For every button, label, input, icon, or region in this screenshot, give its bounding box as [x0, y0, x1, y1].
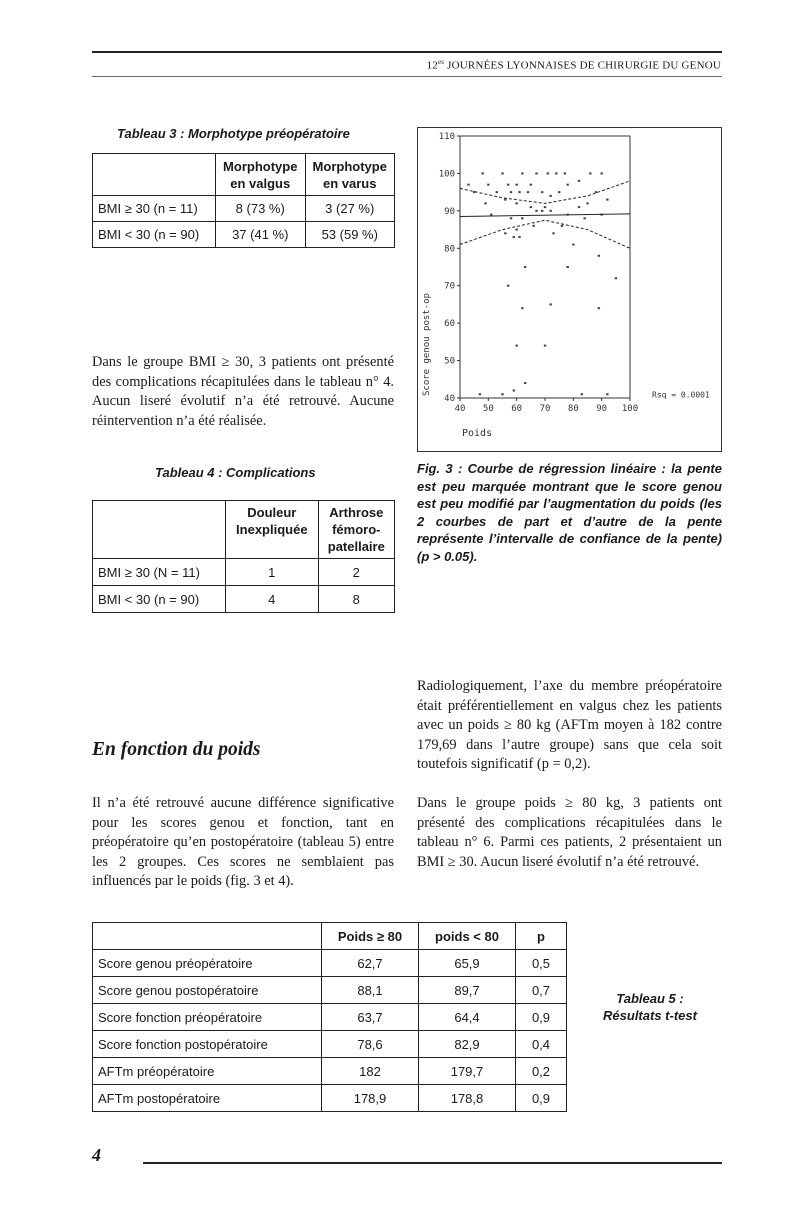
y-tick-label: 60 [444, 319, 455, 330]
data-point [507, 184, 509, 186]
table3-header-valgus: Morphotype en valgus [216, 154, 306, 196]
data-point [547, 172, 549, 174]
data-point [606, 393, 608, 395]
ci-upper-curve [460, 181, 630, 204]
y-tick-label: 70 [444, 281, 455, 292]
cell-value: 178,8 [419, 1085, 516, 1112]
table-row [93, 1058, 567, 1085]
data-point [484, 202, 486, 204]
y-tick-label: 100 [438, 169, 455, 180]
cell-value: 0,9 [516, 1085, 567, 1112]
data-point [583, 217, 585, 219]
paragraph-bmi-complications: Dans le groupe BMI ≥ 30, 3 patients ont présenté des complications récapitulées dans le tableau n° 4. Aucun liseré évolutif n’a été retrouvé. Aucune réintervention n’a été réalisée. [92, 354, 394, 429]
data-point [524, 382, 526, 384]
row-label: Score genou préopératoire [93, 950, 322, 977]
table-row [93, 1031, 567, 1058]
top-rule [92, 51, 722, 53]
row-label: Score genou postopératoire [93, 977, 322, 1004]
x-tick-label: 90 [596, 404, 608, 414]
table3-caption: Tableau 3 : Morphotype préopératoire [117, 126, 350, 141]
data-point [479, 393, 481, 395]
table5-caption: Tableau 5 : Résultats t-test [603, 991, 697, 1023]
data-point [521, 307, 523, 309]
x-tick-label: 60 [511, 404, 523, 414]
table5-corner [93, 923, 322, 950]
table4-header-douleur: Douleur Inexpliquée [226, 501, 319, 559]
cell-value: 182 [322, 1058, 419, 1085]
y-tick-label: 110 [438, 132, 455, 142]
data-point [561, 225, 563, 227]
data-point [515, 345, 517, 347]
y-tick-label: 50 [444, 356, 455, 367]
bottom-rule [143, 1162, 722, 1164]
section-heading: En fonction du poids [92, 739, 261, 760]
table-row [93, 977, 567, 1004]
cell-value: 179,7 [419, 1058, 516, 1085]
data-point [566, 184, 568, 186]
data-point [544, 206, 546, 208]
row-label: Score fonction postopératoire [93, 1031, 322, 1058]
table3-header-varus: Morphotype en varus [305, 154, 395, 196]
paragraph-poids-complications: Dans le groupe poids ≥ 80 kg, 3 patients ont présenté des complications récapitulées dans le tableau n° 6. Parmi ces patients, 2 présentaient un BMI ≥ 30. Aucun liseré évolutif n’a été retrouvé. [417, 795, 722, 870]
data-point [487, 184, 489, 186]
data-point [515, 202, 517, 204]
cell-value: 65,9 [419, 950, 516, 977]
data-point [598, 307, 600, 309]
running-header: $12^{es}$ JOURNÉES LYONNAISES DE CHIRURGIE DU GENOU [426, 58, 721, 72]
table4-header-arthrose: Arthrose fémoro- patellaire [318, 501, 394, 559]
data-point [515, 184, 517, 186]
table-row: BMI ≥ 30 (N = 11) 1 2 [93, 559, 395, 586]
row-label: Score fonction préopératoire [93, 1004, 322, 1031]
data-point [532, 225, 534, 227]
data-point [530, 206, 532, 208]
data-point [518, 236, 520, 238]
x-tick-label: 70 [539, 404, 551, 414]
data-point [544, 345, 546, 347]
data-point [589, 172, 591, 174]
y-axis-label: Score genou post-op [422, 293, 432, 396]
y-tick-label: 40 [444, 394, 455, 404]
data-point [581, 393, 583, 395]
data-point [524, 266, 526, 268]
data-point [507, 285, 509, 287]
table4-corner [93, 501, 226, 559]
scatter-chart [418, 128, 721, 451]
cell-value: 63,7 [322, 1004, 419, 1031]
table-row: BMI ≥ 30 (n = 11) 8 (73 %) 3 (27 %) [93, 196, 395, 222]
cell-value: 62,7 [322, 950, 419, 977]
table-row [93, 950, 567, 977]
cell-value: 78,6 [322, 1031, 419, 1058]
data-point [541, 210, 543, 212]
cell-value: 0,2 [516, 1058, 567, 1085]
data-point [515, 229, 517, 231]
cell-value: 0,4 [516, 1031, 567, 1058]
x-axis-label: Poids [462, 428, 493, 439]
cell-value: 178,9 [322, 1085, 419, 1112]
rsq-annotation: Rsq = 0.0001 [652, 390, 710, 400]
y-tick-label: 90 [444, 206, 455, 217]
data-point [535, 172, 537, 174]
x-tick-label: 100 [621, 404, 639, 414]
data-point [501, 172, 503, 174]
data-point [496, 191, 498, 193]
data-point [598, 255, 600, 257]
data-point [535, 210, 537, 212]
table3 [92, 153, 395, 248]
data-point [521, 217, 523, 219]
table-row [93, 1085, 567, 1112]
data-point [530, 184, 532, 186]
table5 [92, 922, 567, 1112]
table5-header-poids-high: Poids ≥ 80 [322, 923, 419, 950]
data-point [578, 180, 580, 182]
data-point [504, 199, 506, 201]
cell-value: 64,4 [419, 1004, 516, 1031]
data-point [490, 214, 492, 216]
data-point [552, 232, 554, 234]
data-point [600, 172, 602, 174]
x-tick-label: 50 [482, 404, 494, 414]
plot-frame [460, 136, 630, 398]
table-row: BMI < 30 (n = 90) 37 (41 %) 53 (59 %) [93, 222, 395, 248]
paragraph-radiologie: Radiologiquement, l’axe du membre préopératoire était préférentiellement en valgus chez les patients avec un poids ≥ 80 kg (AFTm moyen à 182 contre 179,69 dans l’autre groupe) sans que cela soit toutefois significatif (p = 0,2). [417, 678, 722, 773]
data-point [555, 172, 557, 174]
data-point [467, 184, 469, 186]
data-point [615, 277, 617, 279]
data-point [518, 191, 520, 193]
data-point [541, 191, 543, 193]
data-point [510, 217, 512, 219]
page-number: 4 [92, 1145, 101, 1165]
cell-value: 82,9 [419, 1031, 516, 1058]
cell-value: 88,1 [322, 977, 419, 1004]
table5-header-poids-low: poids < 80 [419, 923, 516, 950]
x-tick-label: 40 [454, 404, 466, 414]
data-point [586, 202, 588, 204]
cell-value: 0,5 [516, 950, 567, 977]
data-point [566, 266, 568, 268]
figure-caption: Fig. 3 : Courbe de régression linéaire : la pente est peu marquée montrant que le score genou est peu modifié par l’augmentation du poids (les 2 courbes de part et d’autre de la pente représente l’intervalle de confiance de la pente) (p > 0.05). [417, 461, 722, 564]
y-tick-label: 80 [444, 244, 455, 255]
data-point [521, 172, 523, 174]
table-row: BMI < 30 (n = 90) 4 8 [93, 586, 395, 613]
data-point [513, 236, 515, 238]
data-point [572, 244, 574, 246]
row-label: AFTm préopératoire [93, 1058, 322, 1085]
paragraph-scores: Il n’a été retrouvé aucune différence significative pour les scores genou et fonction, tant en préopératoire qu’en postopératoire (tableau 5) entre les 2 groupes. Ces scores ne semblaient pas influencés par le poids (fig. 3 et 4). [92, 795, 394, 890]
data-point [501, 393, 503, 395]
data-point [558, 191, 560, 193]
header-rule [92, 76, 722, 77]
data-point [578, 206, 580, 208]
figure-3 [417, 127, 722, 452]
data-point [513, 390, 515, 392]
table4 [92, 500, 395, 613]
table5-header-p: p [516, 923, 567, 950]
table3-corner [93, 154, 216, 196]
row-label: AFTm postopératoire [93, 1085, 322, 1112]
data-point [510, 191, 512, 193]
data-point [481, 172, 483, 174]
ci-lower-curve [460, 220, 630, 248]
x-tick-label: 80 [567, 404, 579, 414]
data-point [564, 172, 566, 174]
regression-line [460, 214, 630, 217]
cell-value: 0,9 [516, 1004, 567, 1031]
cell-value: 0,7 [516, 977, 567, 1004]
data-point [527, 191, 529, 193]
table-row [93, 1004, 567, 1031]
cell-value: 89,7 [419, 977, 516, 1004]
data-point [606, 199, 608, 201]
data-point [504, 232, 506, 234]
table4-caption: Tableau 4 : Complications [155, 465, 316, 480]
data-point [549, 303, 551, 305]
data-point [549, 210, 551, 212]
data-point [549, 195, 551, 197]
